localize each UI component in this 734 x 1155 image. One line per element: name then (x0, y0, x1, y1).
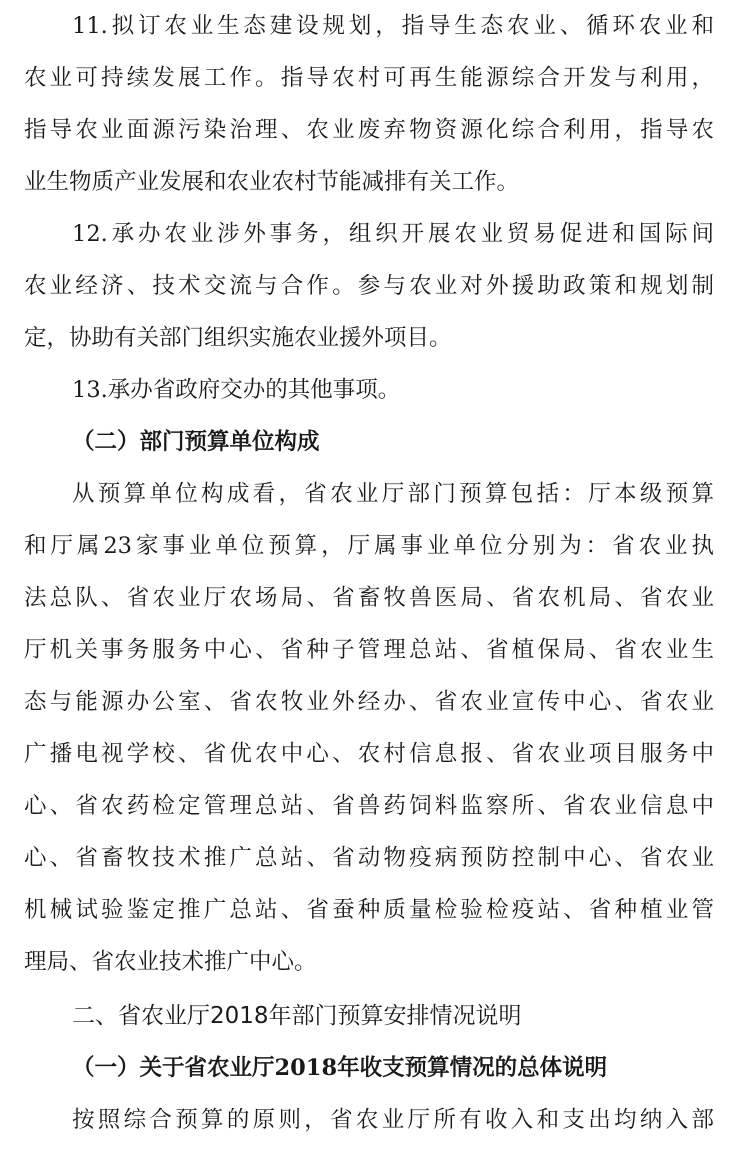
paragraph-12-line-1: 12.承办农业涉外事务，组织开展农业贸易促进和国际间 (72, 221, 714, 247)
paragraph-11-line-1: 11.拟订农业生态建设规划，指导生态农业、循环农业和 (72, 13, 714, 39)
composition-line-10: 理局、省农业技术推广中心。 (24, 949, 317, 975)
composition-line-1: 从预算单位构成看，省农业厅部门预算包括：厅本级预算 (72, 481, 714, 507)
paragraph-11-line-2: 农业可持续发展工作。指导农村可再生能源综合开发与利用， (24, 65, 714, 91)
composition-line-8: 心、省畜牧技术推广总站、省动物疫病预防控制中心、省农业 (24, 845, 714, 871)
composition-line-3: 法总队、省农业厅农场局、省畜牧兽医局、省农机局、省农业 (24, 585, 714, 611)
composition-line-4: 厅机关事务服务中心、省种子管理总站、省植保局、省农业生 (24, 637, 714, 663)
composition-line-7: 心、省农药检定管理总站、省兽药饲料监察所、省农业信息中 (24, 793, 714, 819)
section-heading-overall-description: （一）关于省农业厅2018年收支预算情况的总体说明 (72, 1055, 608, 1081)
paragraph-11-line-3: 指导农业面源污染治理、农业废弃物资源化综合利用，指导农 (24, 117, 714, 143)
paragraph-13-line-1: 13.承办省政府交办的其他事项。 (72, 377, 401, 403)
section-heading-unit-composition: （二）部门预算单位构成 (72, 429, 320, 455)
paragraph-11-line-4: 业生物质产业发展和农业农村节能减排有关工作。 (24, 169, 520, 195)
chapter-heading-2018-budget: 二、省农业厅2018年部门预算安排情况说明 (72, 1003, 522, 1029)
composition-line-5: 态与能源办公室、省农牧业外经办、省农业宣传中心、省农业 (24, 689, 714, 715)
composition-line-6: 广播电视学校、省优农中心、农村信息报、省农业项目服务中 (24, 741, 714, 767)
paragraph-12-line-3: 定，协助有关部门组织实施农业援外项目。 (24, 325, 452, 351)
paragraph-12-line-2: 农业经济、技术交流与合作。参与农业对外援助政策和规划制 (24, 273, 714, 299)
composition-line-2: 和厅属23家事业单位预算，厅属事业单位分别为：省农业执 (24, 533, 714, 559)
overall-description-line-1: 按照综合预算的原则，省农业厅所有收入和支出均纳入部 (72, 1107, 714, 1133)
composition-line-9: 机械试验鉴定推广总站、省蚕种质量检验检疫站、省种植业管 (24, 897, 714, 923)
